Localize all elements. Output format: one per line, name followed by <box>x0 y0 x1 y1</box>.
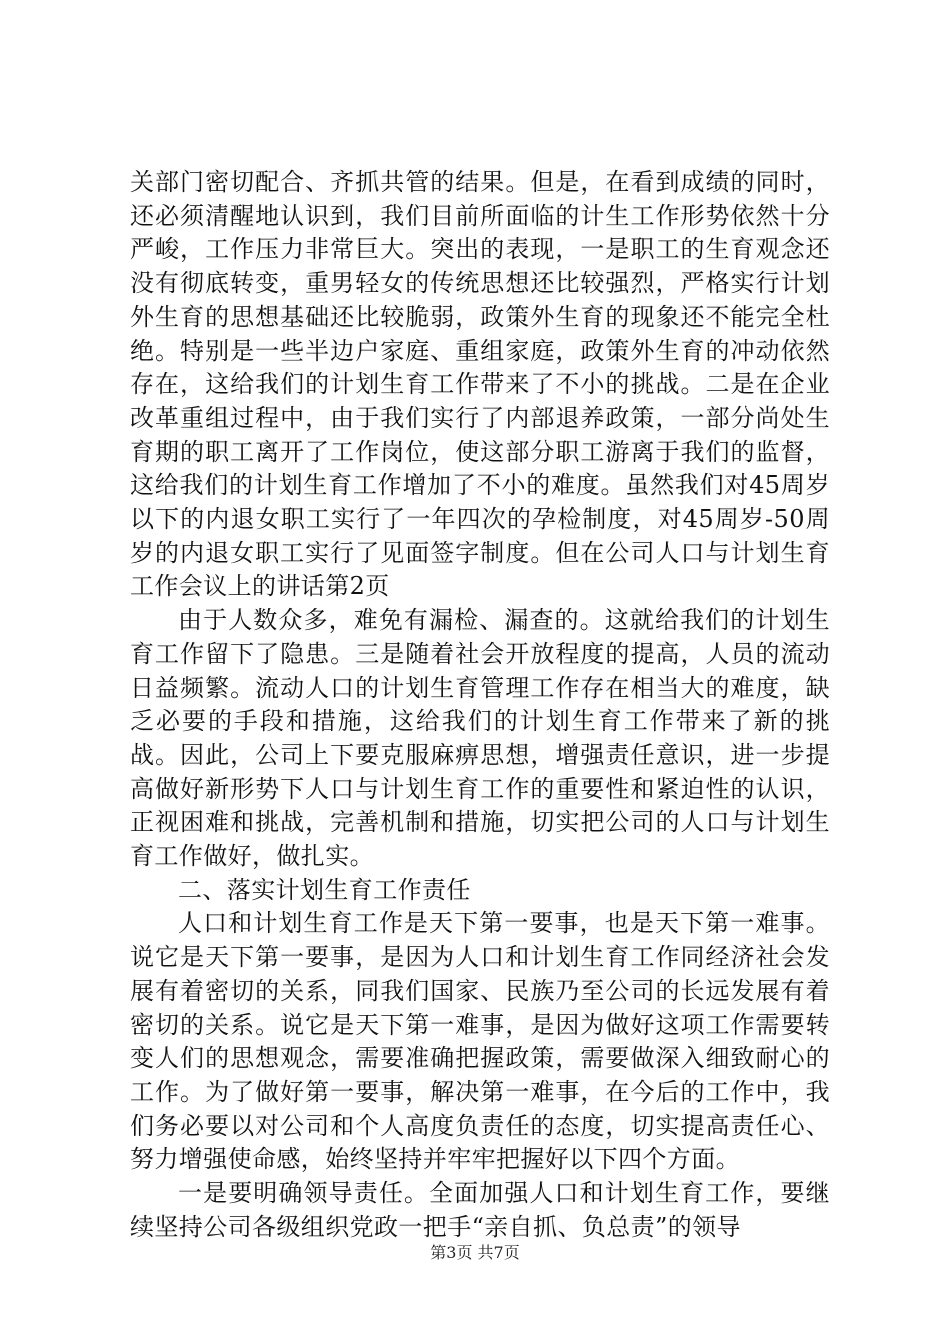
section-heading-responsibility: 二、落实计划生育工作责任 <box>178 875 471 904</box>
page-number-footer: 第3页 共7页 <box>430 1243 520 1262</box>
paragraph-continuation: 关部门密切配合、齐抓共管的结果。但是，在看到成绩的同时，还必须清醒地认识到，我们目前所面临的计生工作形势依然十分严峻，工作压力非常巨大。突出的表现，一是职工的生育观念还没有彻底转变，重男轻女的传统思想还比较强烈，严格实行计划外生育的思想基础还比较脆弱，政策外生育的现象还不能完全杜绝。特别是一些半边户家庭、重组家庭，政策外生育的冲动依然存在，这给我们的计划生育工作带来了不小的挑战。二是在企业改革重组过程中，由于我们实行了内部退养政策，一部分尚处生育期的职工离开了工作岗位，使这部分职工游离于我们的监督，这给我们的计划生育工作增加了不小的难度。虽然我们对45周岁以下的内退女职工实行了一年四次的孕检制度，对45周岁-50周岁的内退女职工实行了见面签字制度。但在公司人口与计划生育工作会议上的讲话第2页 <box>130 168 830 601</box>
paragraph-leadership-responsibility: 一是要明确领导责任。全面加强人口和计划生育工作，要继续坚持公司各级组织党政一把手“亲自抓、负总责”的领导 <box>130 1179 830 1241</box>
paragraph-first-priority: 人口和计划生育工作是天下第一要事，也是天下第一难事。说它是天下第一要事，是因为人口和计划生育工作同经济社会发展有着密切的关系，同我们国家、民族乃至公司的长远发展有着密切的关系。说它是天下第一难事，是因为做好这项工作需要转变人们的思想观念，需要准确把握政策，需要做深入细致耐心的工作。为了做好第一要事，解决第一难事，在今后的工作中，我们务必要以对公司和个人高度负责任的态度，切实提高责任心、努力增强使命感，始终坚持并牢牢把握好以下四个方面。 <box>130 909 830 1174</box>
paragraph-hidden-risks: 由于人数众多，难免有漏检、漏查的。这就给我们的计划生育工作留下了隐患。三是随着社会开放程度的提高，人员的流动日益频繁。流动人口的计划生育管理工作存在相当大的难度，缺乏必要的手段和措施，这给我们的计划生育工作带来了新的挑战。因此，公司上下要克服麻痹思想，增强责任意识，进一步提高做好新形势下人口与计划生育工作的重要性和紧迫性的认识，正视困难和挑战，完善机制和措施，切实把公司的人口与计划生育工作做好，做扎实。 <box>130 606 830 871</box>
document-body <box>130 166 830 1245</box>
